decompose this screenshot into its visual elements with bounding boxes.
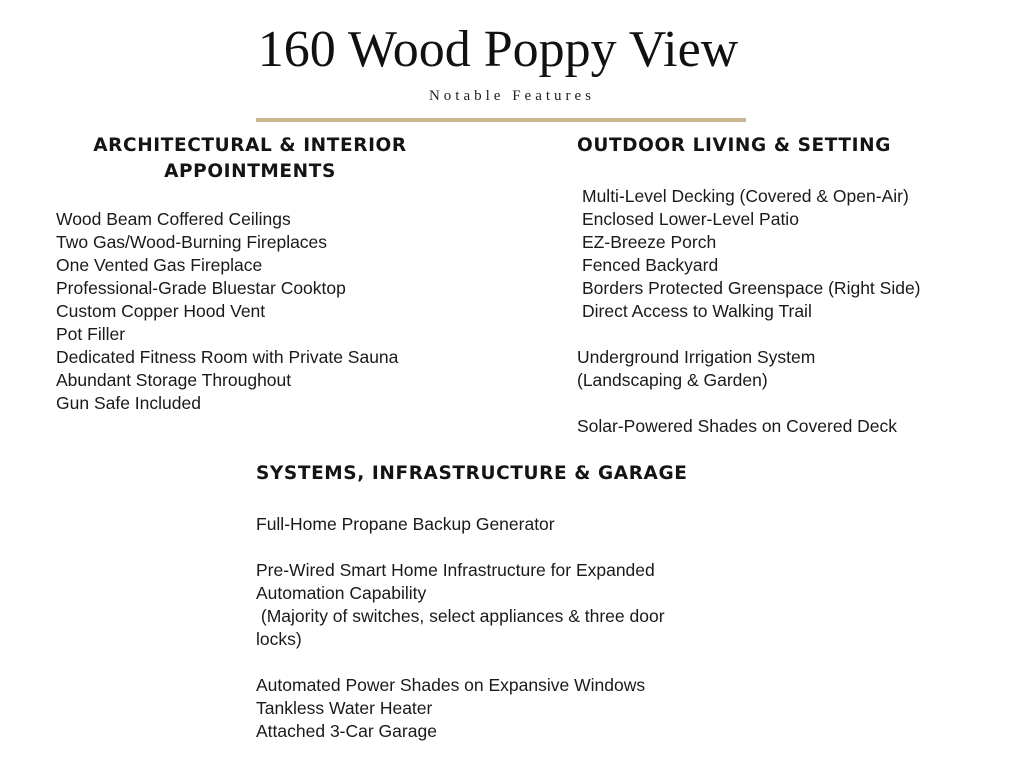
list-item: Gun Safe Included xyxy=(56,393,201,413)
list-item: Custom Copper Hood Vent xyxy=(56,301,266,321)
irrigation-feature xyxy=(577,346,815,392)
list-item: Abundant Storage Throughout xyxy=(56,370,292,390)
solar-shades-feature: Solar-Powered Shades on Covered Deck xyxy=(577,416,898,436)
irrigation-line: Underground Irrigation System xyxy=(577,347,816,367)
list-item: Tankless Water Heater xyxy=(256,698,433,718)
list-item: Fenced Backyard xyxy=(582,255,719,275)
list-item: Enclosed Lower-Level Patio xyxy=(582,209,799,229)
list-item: Professional-Grade Bluestar Cooktop xyxy=(56,278,346,298)
list-item: EZ-Breeze Porch xyxy=(582,232,717,252)
outdoor-heading: OUTDOOR LIVING & SETTING xyxy=(577,135,891,156)
list-item: Wood Beam Coffered Ceilings xyxy=(56,209,291,229)
architectural-feature-list xyxy=(56,208,398,415)
list-item: Automated Power Shades on Expansive Windows xyxy=(256,675,646,695)
list-item: Pot Filler xyxy=(56,324,126,344)
smart-home-feature xyxy=(256,559,736,651)
list-item: Borders Protected Greenspace (Right Side) xyxy=(582,278,921,298)
list-item: One Vented Gas Fireplace xyxy=(56,255,263,275)
divider-rule xyxy=(256,118,746,122)
page-subtitle: Notable Features xyxy=(428,88,596,104)
list-item: Multi-Level Decking (Covered & Open-Air) xyxy=(582,186,909,206)
list-item: Direct Access to Walking Trail xyxy=(582,301,812,321)
page-title: 160 Wood Poppy View xyxy=(257,21,739,78)
systems-heading: SYSTEMS, INFRASTRUCTURE & GARAGE xyxy=(256,463,688,484)
list-item: Attached 3-Car Garage xyxy=(256,721,437,741)
list-item: Two Gas/Wood-Burning Fireplaces xyxy=(56,232,328,252)
systems-feature-list xyxy=(256,674,645,743)
smart-home-line: locks) xyxy=(256,629,302,649)
smart-home-line: (Majority of switches, select appliances & three door xyxy=(256,606,665,626)
generator-feature: Full-Home Propane Backup Generator xyxy=(256,514,555,534)
smart-home-line: Pre-Wired Smart Home Infrastructure for Expanded xyxy=(256,560,655,580)
smart-home-line: Automation Capability xyxy=(256,583,427,603)
architectural-heading: ARCHITECTURAL & INTERIOR APPOINTMENTS xyxy=(93,135,407,182)
irrigation-line: (Landscaping & Garden) xyxy=(577,370,768,390)
list-item: Dedicated Fitness Room with Private Sauna xyxy=(56,347,399,367)
outdoor-feature-list xyxy=(582,185,921,323)
